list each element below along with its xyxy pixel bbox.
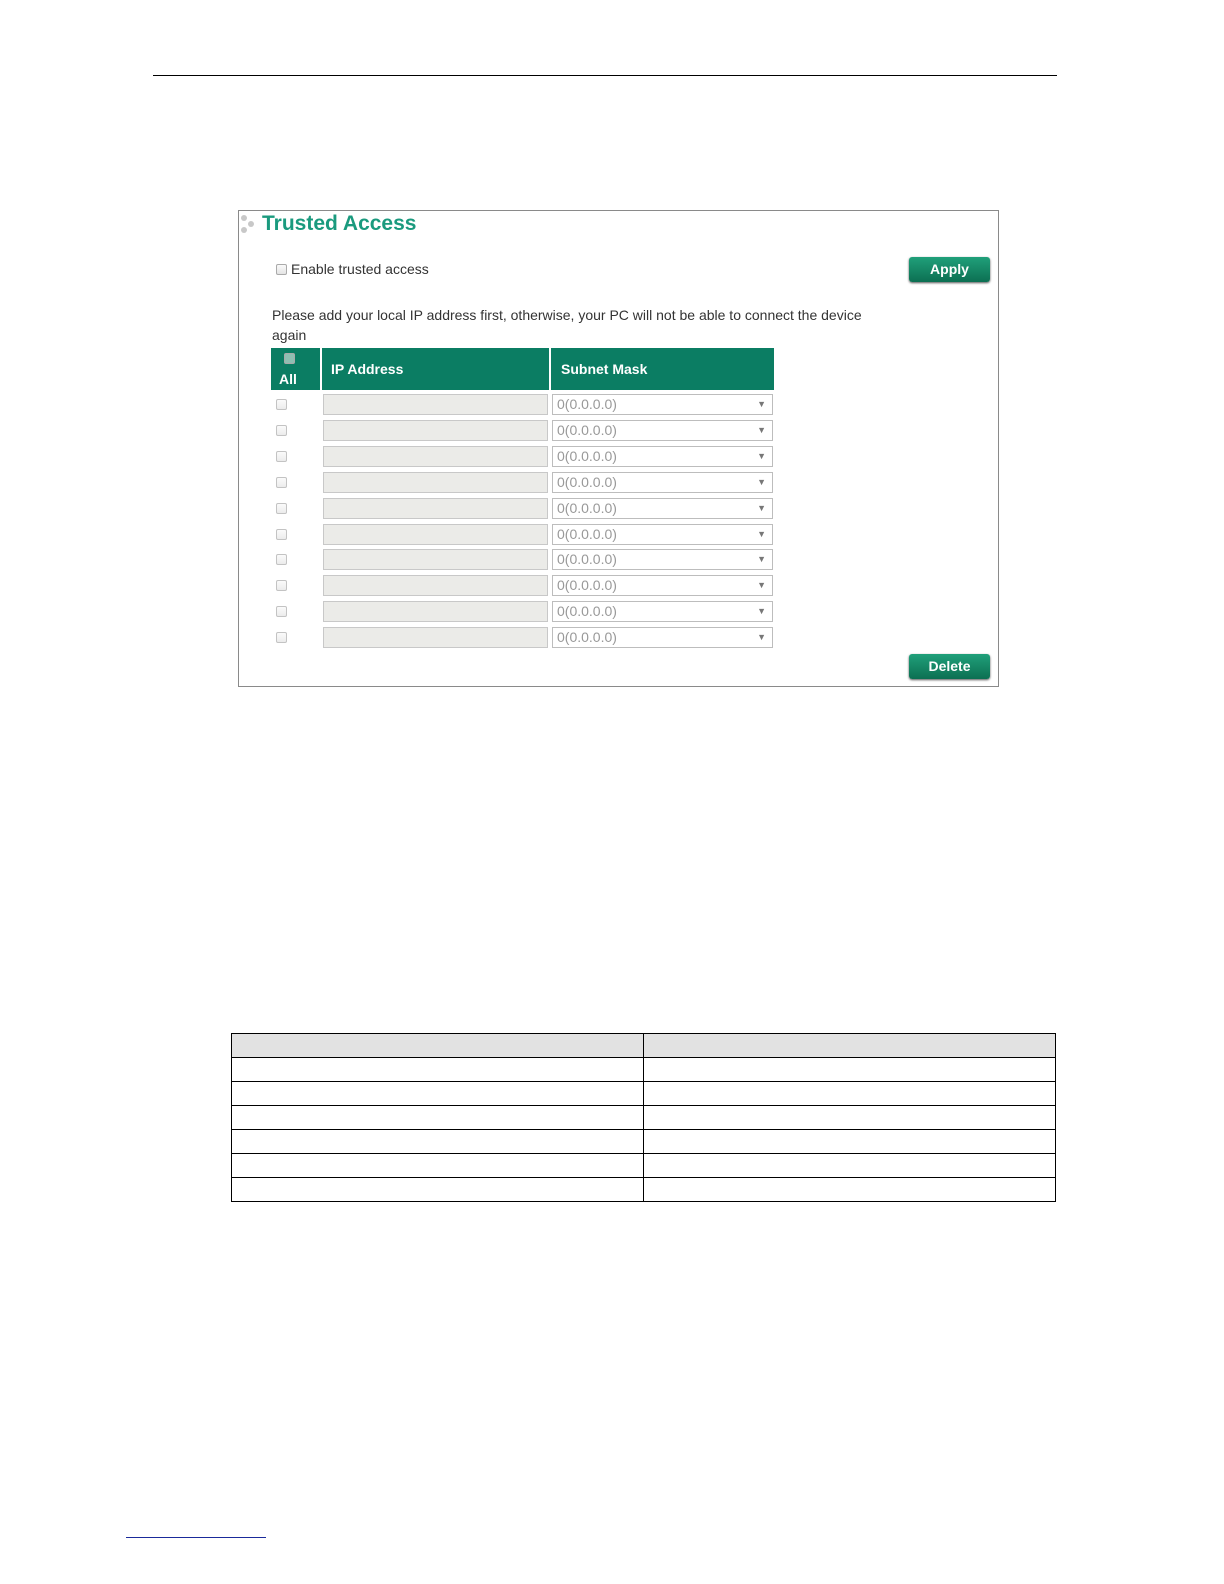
table-header-row bbox=[232, 1034, 1056, 1058]
select-all-checkbox[interactable] bbox=[284, 353, 295, 364]
table-row bbox=[271, 549, 776, 571]
row-checkbox[interactable] bbox=[276, 503, 287, 514]
chevron-down-icon: ▼ bbox=[757, 450, 766, 461]
chevron-down-icon: ▼ bbox=[757, 399, 766, 409]
table-row bbox=[232, 1154, 1056, 1178]
checkbox[interactable] bbox=[276, 264, 287, 275]
subnet-mask-select[interactable] bbox=[552, 446, 773, 467]
ip-address-input[interactable] bbox=[323, 498, 548, 519]
chevron-down-icon: ▼ bbox=[757, 632, 766, 643]
ip-address-input[interactable] bbox=[323, 446, 548, 467]
subnet-mask-value: 0(0.0.0.0) bbox=[557, 629, 617, 646]
row-checkbox[interactable] bbox=[276, 632, 287, 643]
row-checkbox[interactable] bbox=[276, 580, 287, 591]
select-all-header[interactable] bbox=[271, 348, 320, 390]
table-row bbox=[232, 1082, 1056, 1106]
row-checkbox[interactable] bbox=[276, 477, 287, 488]
subnet-mask-value: 0(0.0.0.0) bbox=[557, 525, 617, 542]
table-row bbox=[271, 575, 776, 597]
chevron-down-icon: ▼ bbox=[757, 554, 766, 565]
table-row bbox=[232, 1058, 1056, 1082]
page-title: Trusted Access bbox=[262, 212, 417, 235]
table-row bbox=[271, 446, 776, 468]
subnet-mask-header: Subnet Mask bbox=[551, 348, 774, 390]
table-row bbox=[271, 498, 776, 520]
subnet-mask-value: 0(0.0.0.0) bbox=[557, 473, 617, 490]
chevron-down-icon: ▼ bbox=[757, 502, 766, 513]
subnet-mask-select[interactable] bbox=[552, 575, 773, 596]
ip-address-input[interactable] bbox=[323, 472, 548, 493]
trusted-access-screenshot bbox=[238, 210, 999, 687]
ip-address-header: IP Address bbox=[322, 348, 549, 390]
chevron-down-icon: ▼ bbox=[757, 476, 766, 487]
row-checkbox[interactable] bbox=[276, 529, 287, 540]
table-row bbox=[232, 1106, 1056, 1130]
row-checkbox[interactable] bbox=[276, 451, 287, 462]
row-checkbox[interactable] bbox=[276, 425, 287, 436]
table-row bbox=[232, 1178, 1056, 1202]
table-row bbox=[271, 524, 776, 546]
row-checkbox[interactable] bbox=[276, 554, 287, 565]
chevron-down-icon: ▼ bbox=[757, 606, 766, 617]
all-label: All bbox=[279, 371, 297, 387]
subnet-mask-select[interactable] bbox=[552, 601, 773, 622]
subnet-mask-select[interactable] bbox=[552, 524, 773, 545]
chevron-down-icon: ▼ bbox=[757, 580, 766, 591]
table-row bbox=[232, 1130, 1056, 1154]
ip-address-input[interactable] bbox=[323, 549, 548, 570]
ip-address-input[interactable] bbox=[323, 394, 548, 415]
document-table bbox=[231, 1033, 1056, 1202]
subnet-mask-value: 0(0.0.0.0) bbox=[557, 577, 617, 594]
warning-note: Please add your local IP address first, otherwise, your PC will not be able to connect the device again bbox=[272, 307, 862, 343]
footer-link-underline[interactable] bbox=[126, 1537, 266, 1538]
ip-address-input[interactable] bbox=[323, 601, 548, 622]
enable-label: Enable trusted access bbox=[291, 261, 429, 277]
ip-address-input[interactable] bbox=[323, 627, 548, 648]
subnet-mask-select[interactable] bbox=[552, 394, 773, 415]
subnet-mask-select[interactable] bbox=[552, 549, 773, 570]
ip-address-input[interactable] bbox=[323, 420, 548, 441]
delete-button[interactable]: Delete bbox=[909, 654, 990, 679]
ip-address-input[interactable] bbox=[323, 524, 548, 545]
subnet-mask-select[interactable] bbox=[552, 498, 773, 519]
subnet-mask-select[interactable] bbox=[552, 627, 773, 648]
subnet-mask-value: 0(0.0.0.0) bbox=[557, 421, 617, 438]
subnet-mask-select[interactable] bbox=[552, 420, 773, 441]
subnet-mask-select[interactable] bbox=[552, 472, 773, 493]
table-row bbox=[271, 420, 776, 442]
dots-icon bbox=[241, 215, 259, 237]
apply-button[interactable]: Apply bbox=[909, 257, 990, 282]
table-row bbox=[271, 601, 776, 623]
subnet-mask-value: 0(0.0.0.0) bbox=[557, 396, 617, 412]
enable-trusted-access-checkbox[interactable] bbox=[276, 261, 429, 277]
subnet-mask-value: 0(0.0.0.0) bbox=[557, 603, 617, 620]
table-row bbox=[271, 472, 776, 494]
header-rule bbox=[153, 75, 1057, 76]
ip-address-input[interactable] bbox=[323, 575, 548, 596]
row-checkbox[interactable] bbox=[276, 606, 287, 617]
table-row bbox=[271, 627, 776, 649]
table-row bbox=[271, 394, 776, 416]
row-checkbox[interactable] bbox=[276, 399, 287, 410]
subnet-mask-value: 0(0.0.0.0) bbox=[557, 499, 617, 516]
chevron-down-icon: ▼ bbox=[757, 528, 766, 539]
chevron-down-icon: ▼ bbox=[757, 424, 766, 435]
subnet-mask-value: 0(0.0.0.0) bbox=[557, 447, 617, 464]
subnet-mask-value: 0(0.0.0.0) bbox=[557, 551, 617, 568]
